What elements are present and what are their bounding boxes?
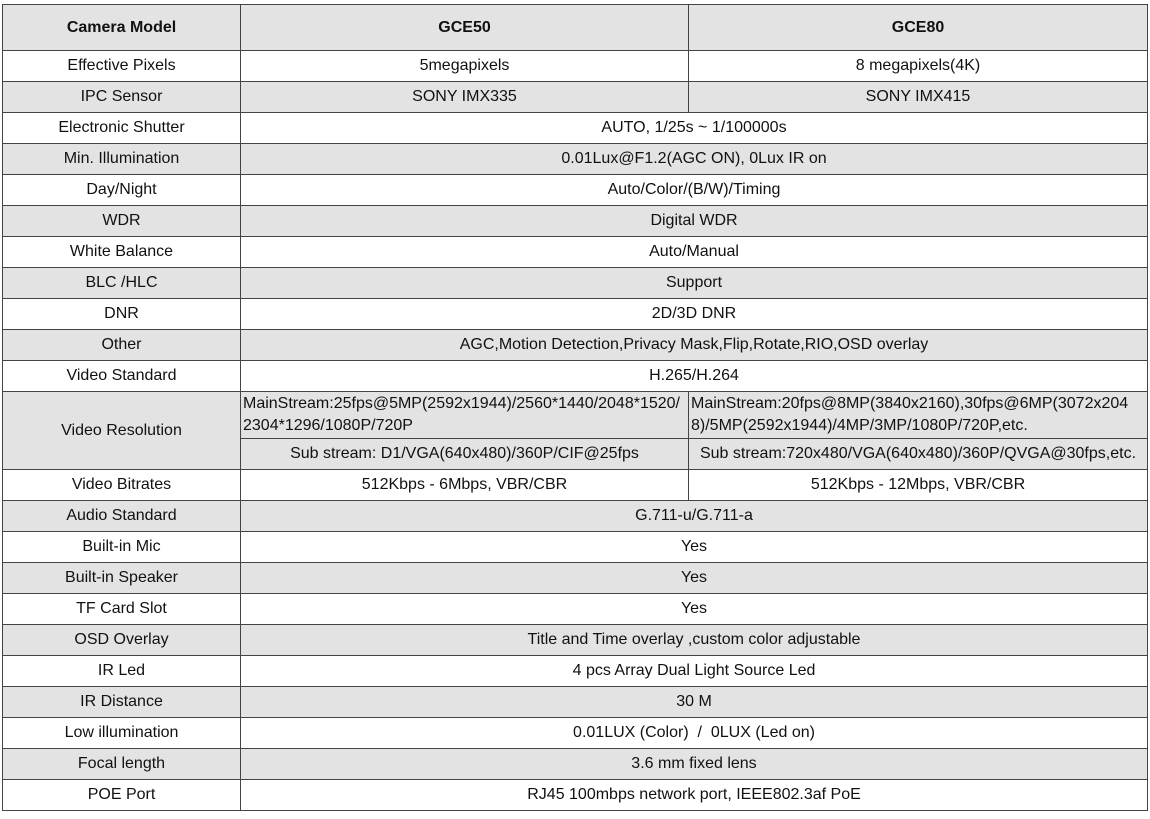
cell-shared: Auto/Manual [241, 237, 1148, 268]
row-label: IPC Sensor [3, 82, 241, 113]
row-video-resolution-main [3, 392, 1148, 439]
cell-gce50: 5megapixels [241, 51, 689, 82]
cell-shared: 30 M [241, 687, 1148, 718]
row-white-balance [3, 237, 1148, 268]
row-label: Focal length [3, 749, 241, 780]
cell-gce80: 512Kbps - 12Mbps, VBR/CBR [689, 470, 1148, 501]
cell-shared: AGC,Motion Detection,Privacy Mask,Flip,Rotate,RIO,OSD overlay [241, 330, 1148, 361]
cell-gce50: 512Kbps - 6Mbps, VBR/CBR [241, 470, 689, 501]
row-ir-led [3, 656, 1148, 687]
cell-shared: 2D/3D DNR [241, 299, 1148, 330]
cell-shared: RJ45 100mbps network port, IEEE802.3af PoE [241, 780, 1148, 811]
row-poe-port [3, 780, 1148, 811]
row-label: BLC /HLC [3, 268, 241, 299]
row-label: POE Port [3, 780, 241, 811]
row-ir-distance [3, 687, 1148, 718]
row-label: Built-in Mic [3, 532, 241, 563]
cell-shared: Support [241, 268, 1148, 299]
cell-gce50: SONY IMX335 [241, 82, 689, 113]
cell-shared: Yes [241, 532, 1148, 563]
row-dnr [3, 299, 1148, 330]
row-label: Built-in Speaker [3, 563, 241, 594]
cell-shared: Digital WDR [241, 206, 1148, 237]
header-gce50: GCE50 [241, 5, 689, 51]
row-osd-overlay [3, 625, 1148, 656]
row-label: Min. Illumination [3, 144, 241, 175]
row-label: Electronic Shutter [3, 113, 241, 144]
row-other [3, 330, 1148, 361]
row-label: Audio Standard [3, 501, 241, 532]
row-label: WDR [3, 206, 241, 237]
row-label: Video Standard [3, 361, 241, 392]
cell-shared: 3.6 mm fixed lens [241, 749, 1148, 780]
cell-gce50-mainstream: MainStream:25fps@5MP(2592x1944)/2560*1440/2048*1520/2304*1296/1080P/720P [241, 392, 689, 439]
row-label: Other [3, 330, 241, 361]
header-gce80: GCE80 [689, 5, 1148, 51]
cell-gce80-mainstream: MainStream:20fps@8MP(3840x2160),30fps@6MP(3072x2048)/5MP(2592x1944)/4MP/3MP/1080P/720P,etc. [689, 392, 1148, 439]
cell-shared: Title and Time overlay ,custom color adjustable [241, 625, 1148, 656]
row-day-night [3, 175, 1148, 206]
row-video-standard [3, 361, 1148, 392]
cell-shared: H.265/H.264 [241, 361, 1148, 392]
cell-shared: 0.01LUX (Color) / 0LUX (Led on) [241, 718, 1148, 749]
row-label: IR Distance [3, 687, 241, 718]
cell-shared: AUTO, 1/25s ~ 1/100000s [241, 113, 1148, 144]
cell-shared: G.711-u/G.711-a [241, 501, 1148, 532]
row-label: White Balance [3, 237, 241, 268]
row-built-in-mic [3, 532, 1148, 563]
row-label: IR Led [3, 656, 241, 687]
cell-gce80: SONY IMX415 [689, 82, 1148, 113]
row-label: Low illumination [3, 718, 241, 749]
row-min-illumination [3, 144, 1148, 175]
cell-shared: Yes [241, 594, 1148, 625]
cell-gce80-substream: Sub stream:720x480/VGA(640x480)/360P/QVGA@30fps,etc. [689, 439, 1148, 470]
row-tf-card-slot [3, 594, 1148, 625]
row-audio-standard [3, 501, 1148, 532]
row-label: Video Bitrates [3, 470, 241, 501]
cell-gce80: 8 megapixels(4K) [689, 51, 1148, 82]
row-label: TF Card Slot [3, 594, 241, 625]
row-label: Effective Pixels [3, 51, 241, 82]
row-label: OSD Overlay [3, 625, 241, 656]
row-wdr [3, 206, 1148, 237]
cell-shared: 0.01Lux@F1.2(AGC ON), 0Lux IR on [241, 144, 1148, 175]
cell-shared: Yes [241, 563, 1148, 594]
row-label: Day/Night [3, 175, 241, 206]
row-blc-hlc [3, 268, 1148, 299]
camera-spec-table [2, 4, 1148, 811]
row-effective-pixels [3, 51, 1148, 82]
row-built-in-speaker [3, 563, 1148, 594]
row-electronic-shutter [3, 113, 1148, 144]
cell-gce50-substream: Sub stream: D1/VGA(640x480)/360P/CIF@25fps [241, 439, 689, 470]
row-label: Video Resolution [3, 392, 241, 470]
row-focal-length [3, 749, 1148, 780]
row-label: DNR [3, 299, 241, 330]
row-ipc-sensor [3, 82, 1148, 113]
table-header-row [3, 5, 1148, 51]
row-low-illumination [3, 718, 1148, 749]
cell-shared: Auto/Color/(B/W)/Timing [241, 175, 1148, 206]
row-video-bitrates [3, 470, 1148, 501]
header-camera-model: Camera Model [3, 5, 241, 51]
cell-shared: 4 pcs Array Dual Light Source Led [241, 656, 1148, 687]
